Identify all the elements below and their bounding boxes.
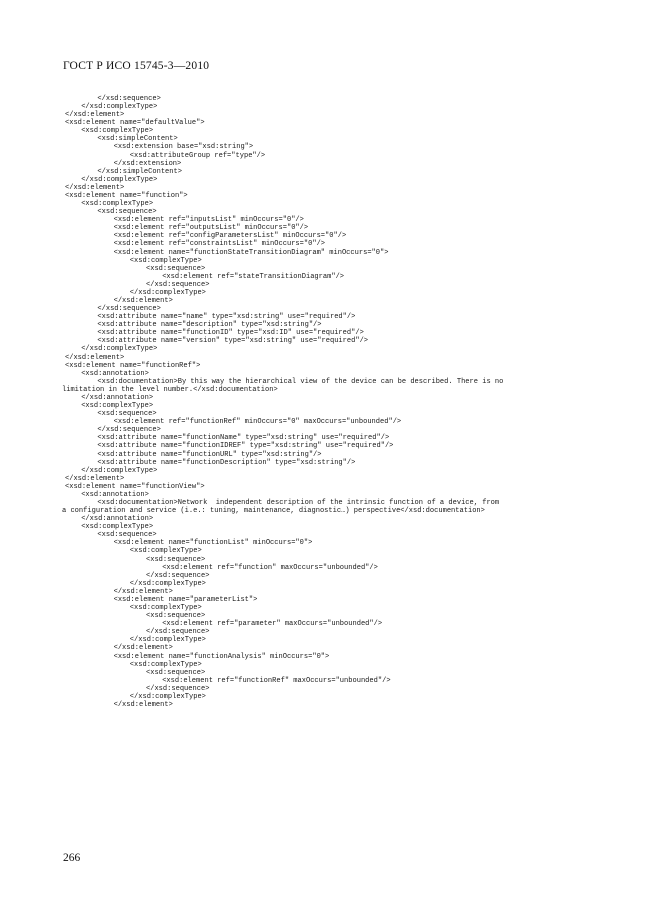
code-line: </xsd:element>	[65, 183, 125, 192]
code-line: <xsd:attribute name="functionName" type="xsd:string" use="required"/>	[97, 434, 390, 443]
code-line: </xsd:annotation>	[81, 393, 154, 402]
code-line: </xsd:sequence>	[146, 684, 210, 693]
code-line: <xsd:sequence>	[146, 612, 206, 621]
code-line: <xsd:sequence>	[146, 555, 206, 564]
code-line: <xsd:sequence>	[146, 668, 206, 677]
code-line: <xsd:element name="parameterList">	[113, 595, 258, 604]
code-line: </xsd:complexType>	[129, 288, 206, 297]
code-line: <xsd:sequence>	[146, 264, 206, 273]
code-line: </xsd:element>	[113, 644, 173, 653]
code-line: <xsd:sequence>	[97, 208, 157, 217]
code-line: <xsd:attribute name="name" type="xsd:string" use="required"/>	[97, 313, 356, 322]
code-line: <xsd:element name="function">	[65, 191, 188, 200]
code-line: <xsd:complexType>	[81, 523, 154, 532]
code-line: <xsd:element ref="outputsList" minOccurs="0"/>	[113, 224, 309, 233]
code-line: <xsd:extension base="xsd:string">	[113, 143, 254, 152]
code-line: <xsd:attribute name="version" type="xsd:string" use="required"/>	[97, 337, 369, 346]
code-line: <xsd:sequence>	[97, 531, 157, 540]
code-line: </xsd:complexType>	[81, 466, 158, 475]
code-line: </xsd:complexType>	[129, 579, 206, 588]
code-line: <xsd:element ref="inputsList" minOccurs="0"/>	[113, 216, 304, 225]
code-line: </xsd:element>	[113, 587, 173, 596]
code-line: limitation in the level number.</xsd:documentation>	[62, 385, 278, 394]
code-line: <xsd:attributeGroup ref="type"/>	[129, 151, 266, 160]
code-line: <xsd:complexType>	[81, 200, 154, 209]
code-line: </xsd:complexType>	[81, 175, 158, 184]
code-line: <xsd:element name="functionRef">	[65, 361, 201, 370]
code-line: </xsd:sequence>	[146, 280, 210, 289]
code-line: <xsd:element ref="functionRef" minOccurs="0" maxOccurs="unbounded"/>	[113, 418, 402, 427]
code-line: </xsd:sequence>	[146, 628, 210, 637]
code-line: </xsd:element>	[65, 111, 125, 120]
code-line: <xsd:documentation>By this way the hierarchical view of the device can be described. There is no	[97, 377, 504, 386]
code-line: <xsd:annotation>	[81, 490, 149, 499]
code-line: </xsd:element>	[65, 474, 125, 483]
code-line: <xsd:element name="functionStateTransitionDiagram" minOccurs="0">	[113, 248, 389, 257]
code-line: <xsd:documentation>Network independent description of the intrinsic function of a device, from	[97, 499, 500, 507]
code-line: </xsd:extension>	[113, 159, 182, 168]
code-line: </xsd:simpleContent>	[97, 167, 182, 176]
code-line: </xsd:sequence>	[97, 95, 161, 103]
code-line: <xsd:element ref="parameter" maxOccurs="unbounded"/>	[162, 620, 383, 629]
code-line: </xsd:element>	[65, 353, 125, 362]
code-line: <xsd:attribute name="description" type="xsd:string"/>	[97, 321, 322, 330]
code-line: </xsd:complexType>	[81, 345, 158, 354]
code-line: <xsd:element ref="functionRef" maxOccurs="unbounded"/>	[162, 676, 391, 685]
code-line: <xsd:element name="functionList" minOccurs="0">	[113, 539, 313, 548]
code-line: <xsd:complexType>	[81, 402, 154, 411]
code-line: <xsd:element ref="stateTransitionDiagram"/>	[162, 272, 345, 281]
code-line: <xsd:element name="defaultValue">	[65, 119, 205, 128]
code-line: <xsd:attribute name="functionIDREF" type="xsd:string" use="required"/>	[97, 442, 394, 451]
code-line: <xsd:attribute name="functionDescription" type="xsd:string"/>	[97, 458, 356, 467]
code-line: <xsd:complexType>	[81, 127, 154, 136]
code-line: a configuration and service (i.e.: tuning, maintenance, diagnostic…) perspective</xsd:documentation>	[62, 507, 485, 516]
code-line: <xsd:element name="functionAnalysis" minOccurs="0">	[113, 652, 330, 661]
code-line: <xsd:element ref="function" maxOccurs="unbounded"/>	[162, 563, 378, 572]
code-line: </xsd:sequence>	[146, 571, 210, 580]
code-line: </xsd:complexType>	[129, 636, 206, 645]
code-line: </xsd:sequence>	[97, 305, 161, 314]
code-line: <xsd:sequence>	[97, 410, 157, 419]
code-line: <xsd:element ref="constraintsList" minOccurs="0"/>	[113, 240, 326, 249]
code-line: <xsd:complexType>	[129, 660, 202, 669]
code-line: <xsd:complexType>	[129, 604, 202, 613]
code-line: <xsd:attribute name="functionURL" type="xsd:string"/>	[97, 450, 322, 459]
code-line: </xsd:element>	[113, 297, 173, 305]
code-line: <xsd:element ref="configParametersList" minOccurs="0"/>	[113, 232, 347, 241]
code-line: </xsd:annotation>	[81, 515, 154, 524]
page-header: ГОСТ Р ИСО 15745-3—2010	[63, 60, 210, 72]
code-line: <xsd:element name="functionView">	[65, 482, 205, 491]
code-line: <xsd:annotation>	[81, 369, 149, 378]
code-line: <xsd:complexType>	[129, 547, 202, 556]
page-number: 266	[63, 852, 81, 864]
code-line: <xsd:complexType>	[129, 256, 202, 265]
code-line: </xsd:sequence>	[97, 426, 161, 435]
code-line: </xsd:complexType>	[129, 692, 206, 701]
code-line: <xsd:attribute name="functionID" type="xsd:ID" use="required"/>	[97, 329, 364, 338]
code-line: </xsd:element>	[113, 701, 173, 709]
code-line: </xsd:complexType>	[81, 103, 158, 112]
code-line: <xsd:simpleContent>	[97, 135, 178, 144]
